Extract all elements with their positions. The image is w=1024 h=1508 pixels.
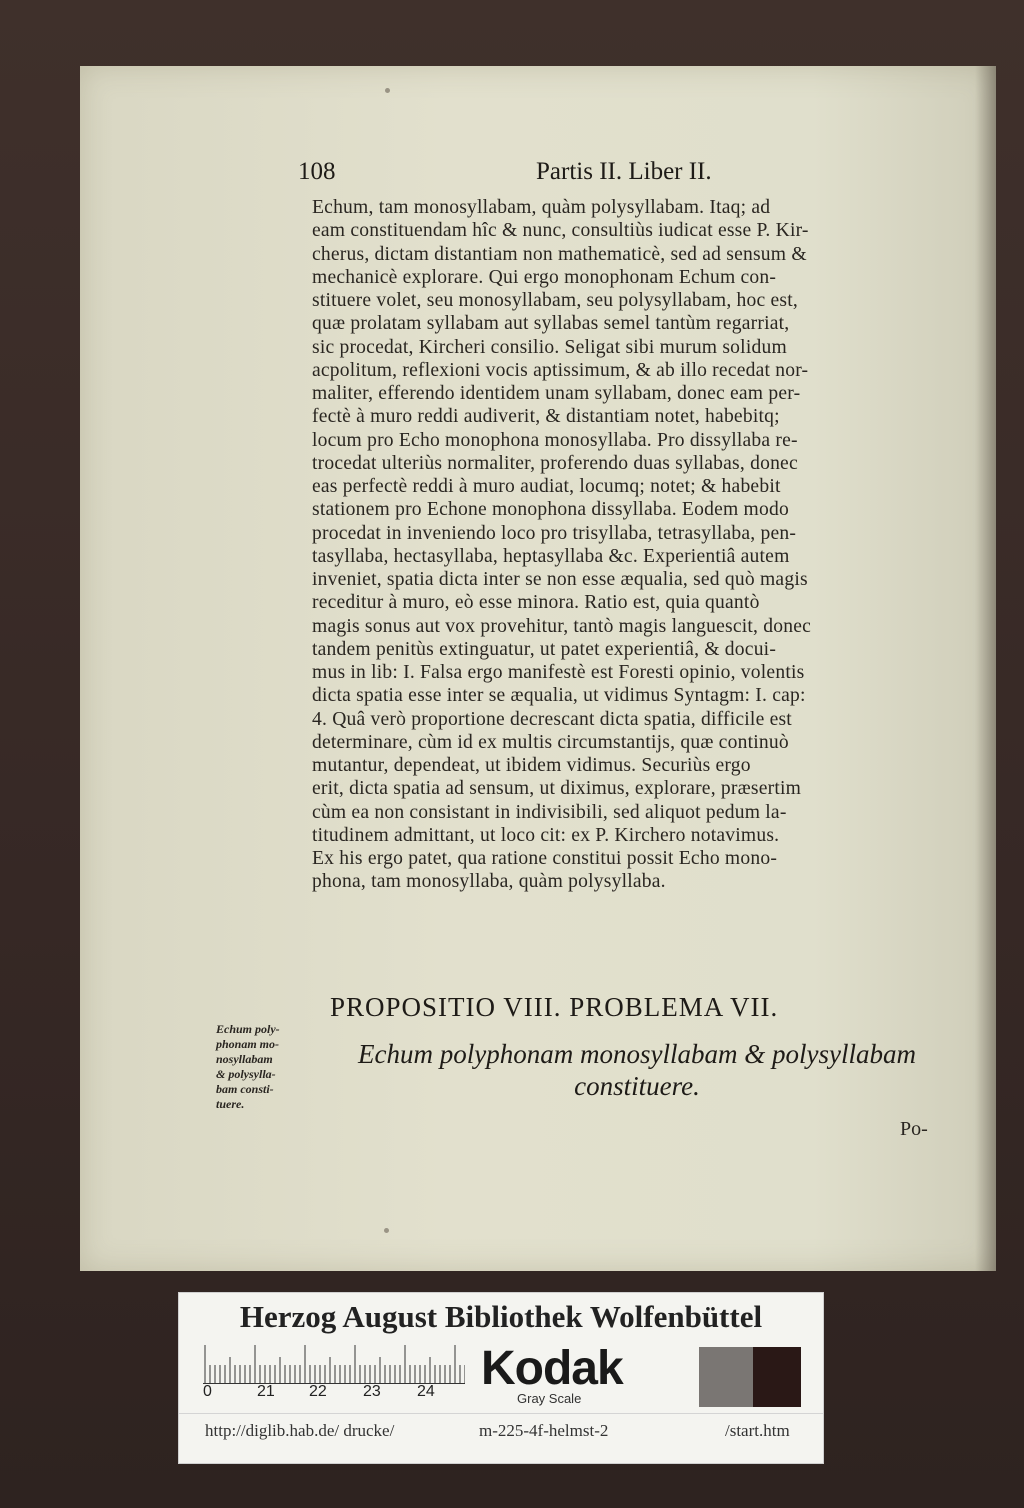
page-number: 108 xyxy=(298,158,336,185)
text-line: locum pro Echo monophona monosyllaba. Pro dissyllaba re- xyxy=(312,429,798,451)
text-line: trocedat ulteriùs normaliter, proferendo duas syllabas, donec xyxy=(312,452,798,474)
text-line: mutantur, dependeat, ut ibidem vidimus. Securiùs ergo xyxy=(312,755,751,776)
proposition-subtitle-line2: constituere. xyxy=(574,1071,700,1101)
url-suffix: /start.htm xyxy=(725,1421,790,1440)
proposition-subtitle-line1: Echum polyphonam monosyllabam & polysyllabam xyxy=(358,1039,916,1069)
text-line: mus in lib: I. Falsa ergo manifestè est Foresti opinio, volentis xyxy=(312,662,805,683)
proposition-heading: PROPOSITIO VIII. PROBLEMA VII. xyxy=(330,992,779,1022)
margin-note-line: Echum poly- xyxy=(216,1022,280,1036)
text-line: eas perfectè reddi à muro audiat, locumq; notet; & habebit xyxy=(312,476,781,497)
gray-scale-label: Gray Scale xyxy=(517,1391,582,1406)
text-line: Ex his ergo patet, qua ratione constitui possit Echo mono- xyxy=(312,848,778,869)
text-line: titudinem admittant, ut loco cit: ex P. Kirchero notavimus. xyxy=(312,824,780,846)
library-title: Herzog August Bibliothek Wolfenbüttel xyxy=(239,1299,763,1334)
text-line: magis sonus aut vox provehitur, tantò magis languescit, donec xyxy=(312,615,811,637)
margin-note-line: nosyllabam xyxy=(216,1052,273,1066)
ruler-labels xyxy=(195,1383,475,1403)
text-line: 4. Quâ verò proportione decrescant dicta spatia, difficile est xyxy=(312,708,792,730)
margin-note xyxy=(216,1022,308,1112)
text-line: quæ prolatam syllabam aut syllabas semel tantùm regarriat, xyxy=(312,313,790,335)
text-line: mechanicè explorare. Qui ergo monophonam Echum con- xyxy=(312,266,777,288)
library-label xyxy=(178,1292,824,1464)
text-line: eam constituendam hîc & nunc, consultiùs iudicat esse P. Kir- xyxy=(312,220,809,242)
text-line: stituere volet, seu monosyllabam, seu polysyllabam, hoc est, xyxy=(312,290,798,311)
catchword: Po- xyxy=(900,1118,928,1140)
kodak-logo: Kodak xyxy=(481,1342,623,1395)
page-header xyxy=(298,158,958,198)
ruler-number: 24 xyxy=(417,1383,435,1400)
text-line: determinare, cùm id ex multis circumstantijs, quæ continuò xyxy=(312,731,789,753)
paper-speck xyxy=(384,1228,389,1233)
text-line: tandem penitùs extinguatur, ut patet experientiâ, & docui- xyxy=(312,638,777,660)
ruler-number: 22 xyxy=(309,1383,327,1400)
text-line: cherus, dictam distantiam non mathematicè, sed ad sensum & xyxy=(312,243,807,265)
ruler-number: 21 xyxy=(257,1383,275,1400)
url-prefix: http://diglib.hab.de/ drucke/ xyxy=(205,1421,395,1440)
gray-patch xyxy=(699,1347,753,1407)
text-line: stationem pro Echone monophona dissyllaba. Eodem modo xyxy=(312,499,789,521)
margin-note-line: bam consti- xyxy=(216,1082,274,1096)
margin-note-line: phonam mo- xyxy=(216,1037,280,1051)
margin-note-line: tuere. xyxy=(216,1097,245,1111)
text-line: inveniet, spatia dicta inter se non esse æqualia, sed quò magis xyxy=(312,569,808,590)
label-divider xyxy=(179,1413,823,1414)
text-line: receditur à muro, eò esse minora. Ratio est, quia quantò xyxy=(312,592,760,614)
color-ruler xyxy=(203,1343,465,1384)
text-line: dicta spatia esse inter se æqualia, ut vidimus Syntagm: I. cap: xyxy=(312,685,806,707)
text-line: fectè à muro reddi audiverit, & distantiam notet, habebitq; xyxy=(312,406,780,428)
ruler-number: 0 xyxy=(203,1383,212,1400)
text-line: sic procedat, Kircheri consilio. Seligat sibi murum solidum xyxy=(312,336,787,358)
page-edge-shadow xyxy=(975,66,996,1271)
ruler-number: 23 xyxy=(363,1383,381,1400)
running-head: Partis II. Liber II. xyxy=(536,158,712,185)
text-line: procedat in inveniendo loco pro trisyllaba, tetrasyllaba, pen- xyxy=(312,522,797,544)
text-line: acpolitum, reflexioni vocis aptissimum, & ab illo recedat nor- xyxy=(312,359,809,381)
text-line: tasyllaba, hectasyllaba, heptasyllaba &c. Experientiâ autem xyxy=(312,545,790,567)
paper-speck xyxy=(385,88,390,93)
margin-note-line: & polysylla- xyxy=(216,1067,276,1081)
url-id: m-225-4f-helmst-2 xyxy=(479,1421,609,1440)
proposition-subtitle xyxy=(312,1038,962,1102)
text-line: maliter, efferendo identidem unam syllabam, donec eam per- xyxy=(312,383,801,404)
text-line: erit, dicta spatia ad sensum, ut diximus, explorare, præsertim xyxy=(312,778,802,800)
ruler-ticks-icon xyxy=(203,1343,465,1383)
dark-patch xyxy=(753,1347,801,1407)
text-line: cùm ea non consistant in indivisibili, sed aliquot pedum la- xyxy=(312,801,787,823)
text-line: phona, tam monosyllaba, quàm polysyllaba. xyxy=(312,871,666,893)
text-line: Echum, tam monosyllabam, quàm polysyllabam. Itaq; ad xyxy=(312,197,771,218)
body-text xyxy=(312,196,960,894)
